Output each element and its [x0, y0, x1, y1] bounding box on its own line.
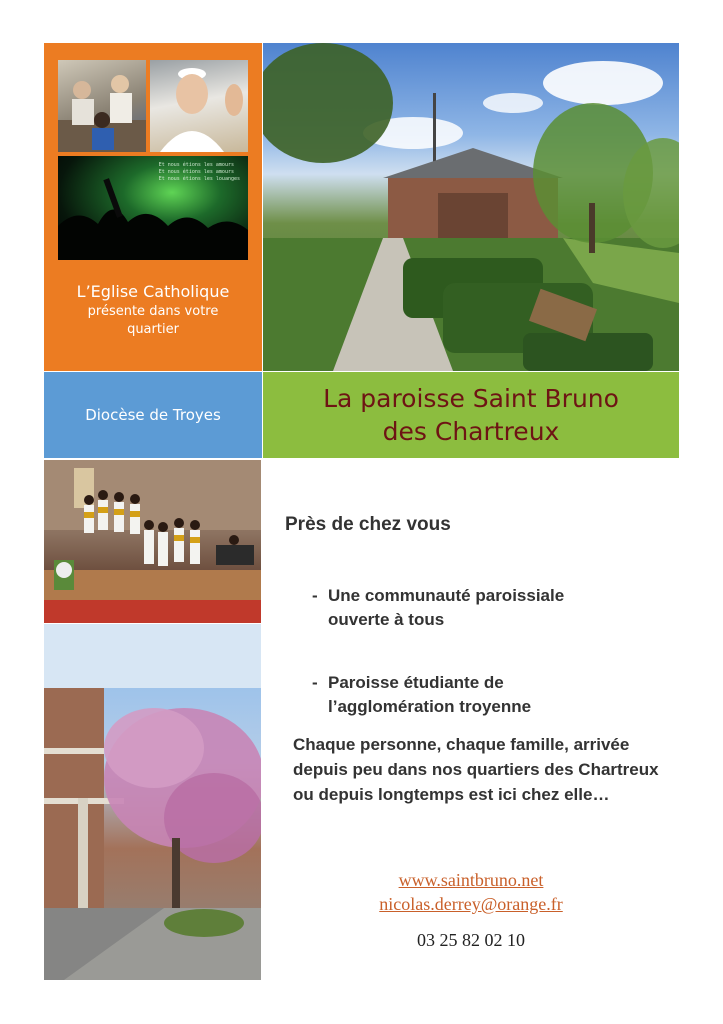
title-line-1: La paroisse Saint Bruno	[323, 384, 619, 413]
diocese-label: Diocèse de Troyes	[85, 406, 221, 424]
church-photo	[263, 43, 679, 371]
bullet-line-1: Une communauté paroissiale	[328, 586, 565, 605]
website-link[interactable]: www.saintbruno.net	[398, 870, 544, 890]
bullet-item	[312, 584, 564, 632]
bullet-dash: -	[312, 586, 318, 605]
concert-photo	[58, 156, 248, 260]
section-heading: Près de chez vous	[285, 514, 451, 535]
intro-line-1: L’Eglise Catholique	[76, 282, 230, 301]
bullet-line-2: ouverte à tous	[328, 610, 445, 629]
choir-photo	[44, 460, 261, 623]
intro-line-3: quartier	[127, 322, 179, 337]
intro-text	[44, 282, 262, 337]
diocese-band	[44, 372, 262, 458]
bullet-item	[312, 671, 531, 719]
welcome-paragraph: Chaque personne, chaque famille, arrivée depuis peu dans nos quartiers des Chartreux ou depuis longtemps est ici chez elle…	[293, 735, 659, 804]
bullet-dash: -	[312, 673, 318, 692]
blossom-tree-photo	[44, 688, 261, 980]
pope-photo	[150, 60, 248, 152]
bullet-line-2: l’agglomération troyenne	[328, 697, 532, 716]
contact-block	[263, 868, 679, 951]
bullet-line-1: Paroisse étudiante de	[328, 673, 504, 692]
concert-screen-text: Et nous étions les amours Et nous étions les amours Et nous étions les louanges	[158, 162, 240, 182]
title-band	[263, 372, 679, 458]
email-link[interactable]: nicolas.derrey@orange.fr	[379, 894, 563, 914]
phone-number: 03 25 82 02 10	[417, 930, 525, 950]
photo-mosaic	[58, 60, 248, 260]
children-activity-photo	[58, 60, 146, 152]
intro-line-2: présente dans votre	[87, 304, 219, 319]
light-blue-band	[44, 624, 261, 688]
title-line-2: des Chartreux	[382, 417, 560, 446]
